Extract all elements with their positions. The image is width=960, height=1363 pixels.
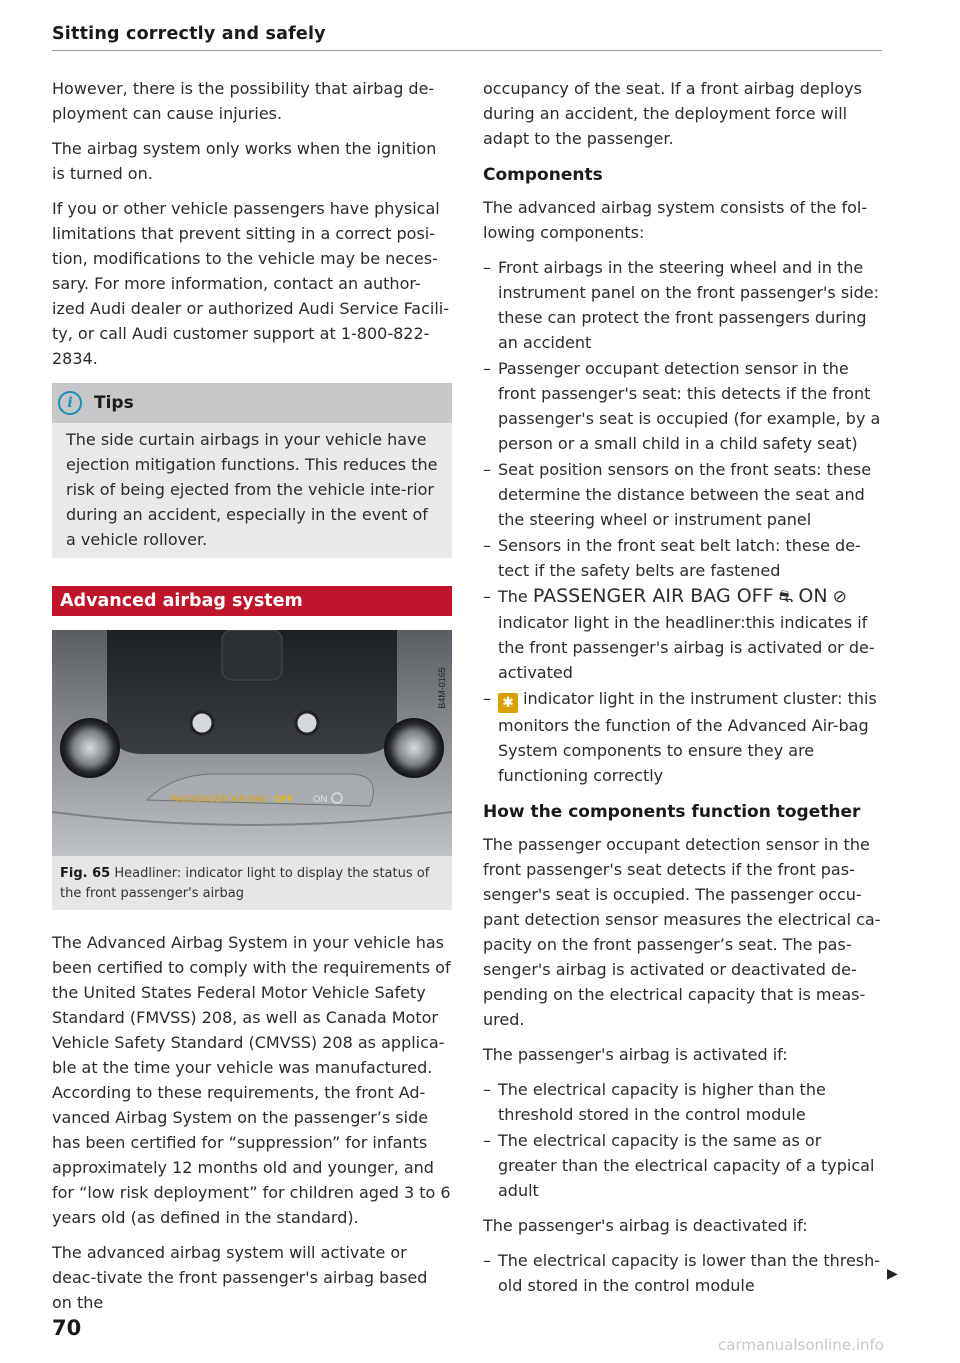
- figure-caption-text: Headliner: indicator light to display the status of the front passenger's airbag: [60, 866, 430, 901]
- paragraph: The passenger occupant detection sensor in the front passenger's seat detects if the front pas-senger's seat is occupied. The passenger occu-pant detection sensor measures the electrical ca-pacity on the front passenger’s seat. The pas-senger's airbag is activated or deactivated de-pending on the electrical capacity that is meas-ured.: [483, 835, 881, 1029]
- airbag-off-icon: ⛐: [778, 587, 794, 607]
- right-column: [483, 76, 883, 1308]
- indicator-rest: indicator light in the headliner:this indicates if the front passenger's airbag is activated or de-activated: [498, 613, 875, 682]
- paragraph: The Advanced Airbag System in your vehicle has been certified to comply with the requirements of the United States Federal Motor Vehicle Safety Standard (FMVSS) 208, as well as Canada Motor Vehicle Safety Standard (CMVSS) 208 as applica-ble at the time your vehicle was manufactured. According to these requirements, the front Ad-vanced Airbag System on the passenger’s side has been certified for “suppression” for infants approximately 12 months old and younger, and for “low risk deployment” for children aged 3 to 6 years old (as defined in the standard).: [52, 933, 451, 1227]
- console-module: [222, 630, 282, 680]
- figure-label: Fig. 65: [60, 866, 111, 881]
- watermark: carmanualsonline.info: [718, 1336, 884, 1354]
- paragraph: The advanced airbag system consists of the fol-lowing components:: [483, 198, 868, 242]
- panel-passenger-airbag-text: PASSENGER AIR BAG: [170, 794, 270, 805]
- tips-body: [52, 423, 452, 558]
- figure-65: [52, 630, 452, 910]
- paragraph: The advanced airbag system will activate or deac-tivate the front passenger's airbag based on the: [52, 1243, 428, 1312]
- page-header: Sitting correctly and safely: [52, 24, 882, 51]
- figure-code: B4M-0165: [437, 667, 447, 709]
- deactivated-list: [483, 1248, 883, 1298]
- tips-box: [52, 383, 452, 558]
- reading-light-right: [296, 712, 318, 734]
- info-icon: i: [58, 391, 82, 415]
- cluster-text: indicator light in the instrument cluster: this monitors the function of the Advanced Air-bag System components to ensure they are functioning correctly: [498, 689, 877, 785]
- list-item: – Sensors in the front seat belt latch: these de-tect if the safety belts are fastened: [483, 533, 883, 583]
- reading-light-left: [191, 712, 213, 734]
- paragraph: The passenger's airbag is activated if:: [483, 1045, 788, 1064]
- left-column: [52, 76, 452, 1325]
- continue-arrow-icon: ▶: [887, 1266, 898, 1282]
- page-number: 70: [52, 1316, 82, 1340]
- list-item: – The electrical capacity is the same as or greater than the electrical capacity of a typical adult: [483, 1128, 883, 1203]
- list-item: – The electrical capacity is higher than the threshold stored in the control module: [483, 1077, 883, 1127]
- airbag-on-icon: ⊘: [832, 587, 847, 607]
- indicator-big-text: PASSENGER AIR BAG OFF: [532, 585, 774, 607]
- activated-list: [483, 1077, 883, 1203]
- components-heading: Components: [483, 165, 603, 185]
- speaker-right-icon: [384, 718, 444, 778]
- paragraph: occupancy of the seat. If a front airbag deploys during an accident, the deployment force will adapt to the passenger.: [483, 79, 862, 148]
- indicator-on-text: ON: [798, 585, 828, 607]
- speaker-left-icon: [60, 718, 120, 778]
- paragraph: The passenger's airbag is deactivated if:: [483, 1216, 808, 1235]
- list-item: – Passenger occupant detection sensor in the front passenger's seat: this detects if the front passenger's seat is occupied (for example, by a person or a small child in a child safety seat): [483, 356, 883, 456]
- airbag-warning-icon: ✱: [498, 693, 518, 713]
- paragraph: The airbag system only works when the ignition is turned on.: [52, 139, 437, 183]
- paragraph: However, there is the possibility that airbag de-ployment can cause injuries.: [52, 79, 435, 123]
- tips-header: [52, 383, 452, 423]
- tips-text: The side curtain airbags in your vehicle have ejection mitigation functions. This reduces the risk of being ejected from the vehicle inte-rior during an accident, especially in the event of a vehicle rollover.: [66, 430, 438, 549]
- how-heading: How the components function together: [483, 802, 861, 822]
- list-item: – The electrical capacity is lower than the thresh-old stored in the control module: [483, 1248, 883, 1298]
- list-item-indicator: [483, 584, 883, 685]
- components-list: [483, 255, 883, 788]
- paragraph: If you or other vehicle passengers have physical limitations that prevent sitting in a correct posi-tion, modifications to the vehicle may be neces-sary. For more information, contact an author-ized Audi dealer or authorized Audi Service Facili-ty, or call Audi customer support at 1-800-822-2834.: [52, 199, 450, 368]
- indicator-prefix: The: [498, 587, 528, 606]
- panel-off-text: OFF: [274, 794, 293, 805]
- headliner-illustration: [52, 630, 452, 856]
- list-item: – Seat position sensors on the front seats: these determine the distance between the seat and the steering wheel or instrument panel: [483, 457, 883, 532]
- section-title: Advanced airbag system: [52, 586, 452, 616]
- list-item: – Front airbags in the steering wheel and in the instrument panel on the front passenger's side: these can protect the front passengers during an accident: [483, 255, 883, 355]
- tips-title: Tips: [94, 393, 134, 413]
- figure-caption: [52, 856, 452, 910]
- panel-on-text: ON: [313, 794, 328, 805]
- list-item-cluster: [483, 686, 883, 788]
